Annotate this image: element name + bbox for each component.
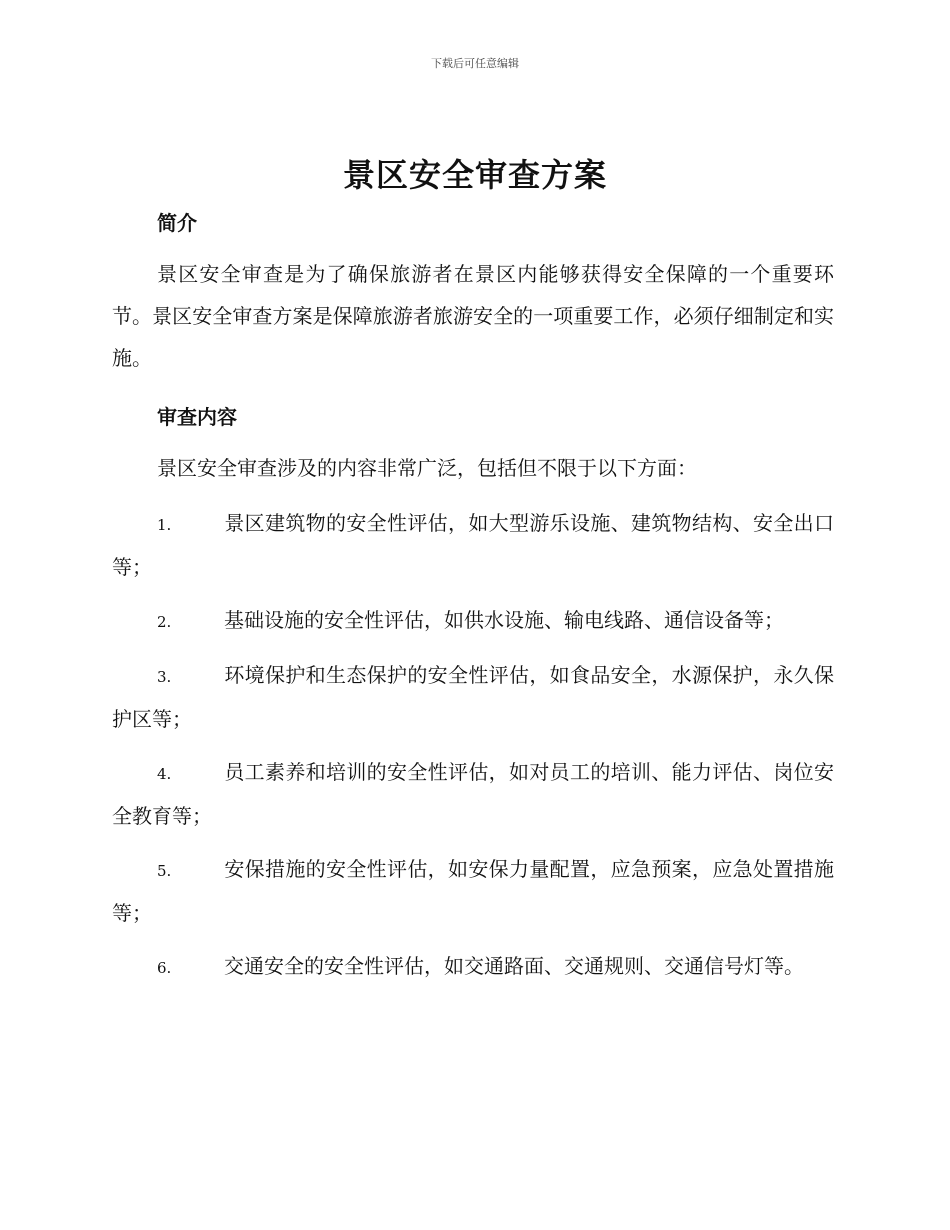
page-header-note: 下载后可任意编辑 [431, 57, 519, 70]
list-item [112, 654, 834, 740]
section-heading-intro: 简介 [157, 211, 197, 235]
list-item-number: 6. [157, 959, 172, 977]
list-item-text: 员工素养和培训的安全性评估，如对员工的培训、能力评估、岗位安全教育等； [112, 760, 834, 828]
list-item [112, 599, 834, 643]
list-item [112, 751, 834, 837]
intro-paragraph: 景区安全审查是为了确保旅游者在景区内能够获得安全保障的一个重要环节。景区安全审查方案是保障旅游者旅游安全的一项重要工作，必须仔细制定和实施。 [112, 262, 834, 370]
list-item [112, 502, 834, 588]
list-item-number: 4. [157, 765, 172, 783]
list-item-number: 1. [157, 516, 172, 534]
list-item-number: 2. [157, 613, 172, 631]
list-item-text: 景区建筑物的安全性评估，如大型游乐设施、建筑物结构、安全出口等； [112, 511, 834, 579]
content-lead-paragraph: 景区安全审查涉及的内容非常广泛，包括但不限于以下方面： [157, 456, 697, 480]
list-item [112, 848, 834, 934]
list-item-text: 交通安全的安全性评估，如交通路面、交通规则、交通信号灯等。 [224, 954, 804, 978]
list-item [112, 945, 834, 989]
list-item-number: 3. [157, 668, 172, 686]
document-title: 景区安全审查方案 [342, 156, 607, 194]
list-item-text: 基础设施的安全性评估，如供水设施、输电线路、通信设备等； [224, 608, 784, 632]
list-item-text: 安保措施的安全性评估，如安保力量配置，应急预案，应急处置措施等； [112, 857, 834, 925]
section-heading-content: 审查内容 [157, 405, 237, 429]
list-item-number: 5. [157, 862, 172, 880]
list-item-text: 环境保护和生态保护的安全性评估，如食品安全，水源保护，永久保护区等； [112, 663, 834, 731]
